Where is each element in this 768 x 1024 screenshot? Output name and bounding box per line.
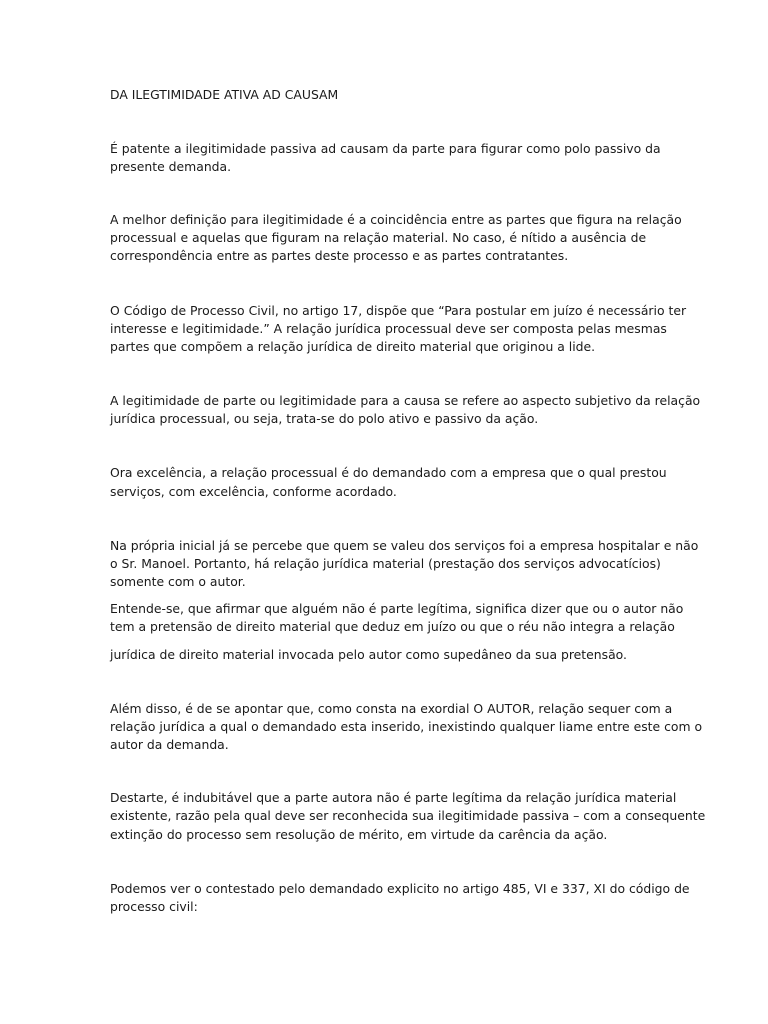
- paragraph-line: jurídica processual, ou seja, trata-se do polo ativo e passivo da ação.: [110, 411, 539, 426]
- paragraph-line: existente, razão pela qual deve ser reconhecida sua ilegitimidade passiva – com a consequente: [110, 808, 706, 823]
- paragraph-line: Na própria inicial já se percebe que quem se valeu dos serviços foi a empresa hospitalar e não: [110, 538, 699, 553]
- paragraph-line: somente com o autor.: [110, 574, 246, 589]
- paragraph-line: interesse e legitimidade.” A relação jurídica processual deve ser composta pelas mesmas: [110, 321, 667, 336]
- paragraph-line: Além disso, é de se apontar que, como consta na exordial O AUTOR, relação sequer com a: [110, 701, 673, 716]
- paragraph-line: serviços, com excelência, conforme acordado.: [110, 484, 397, 499]
- paragraph-line: partes que compõem a relação jurídica de direito material que originou a lide.: [110, 339, 596, 354]
- paragraph-line: O Código de Processo Civil, no artigo 17, dispõe que “Para postular em juízo é necessário ter: [110, 303, 687, 318]
- paragraph-line: É patente a ilegitimidade passiva ad causam da parte para figurar como polo passivo da: [110, 141, 661, 156]
- paragraph-line: A melhor definição para ilegitimidade é a coincidência entre as partes que figura na relação: [110, 212, 682, 227]
- paragraph-line: o Sr. Manoel. Portanto, há relação jurídica material (prestação dos serviços advocatícios): [110, 556, 661, 571]
- paragraph-line: Ora excelência, a relação processual é do demandado com a empresa que o qual prestou: [110, 465, 667, 480]
- document-heading: DA ILEGTIMIDADE ATIVA AD CAUSAM: [110, 87, 339, 102]
- paragraph-line: processo civil:: [110, 899, 198, 914]
- paragraph-line: extinção do processo sem resolução de mérito, em virtude da carência da ação.: [110, 827, 608, 842]
- paragraph-line: Destarte, é indubitável que a parte autora não é parte legítima da relação jurídica material: [110, 790, 677, 805]
- paragraph-line: autor da demanda.: [110, 737, 229, 752]
- paragraph-line: processual e aquelas que figuram na relação material. No caso, é nítido a ausência de: [110, 230, 647, 245]
- paragraph-line: relação jurídica a qual o demandado esta inserido, inexistindo qualquer liame entre este com o: [110, 719, 703, 734]
- paragraph-line: correspondência entre as partes deste processo e as partes contratantes.: [110, 248, 569, 263]
- paragraph-line: Podemos ver o contestado pelo demandado explicito no artigo 485, VI e 337, XI do código de: [110, 881, 690, 896]
- paragraph-line: jurídica de direito material invocada pelo autor como supedâneo da sua pretensão.: [110, 647, 627, 662]
- paragraph-line: A legitimidade de parte ou legitimidade para a causa se refere ao aspecto subjetivo da relação: [110, 393, 701, 408]
- paragraph-line: presente demanda.: [110, 159, 232, 174]
- paragraph-line: Entende-se, que afirmar que alguém não é parte legítima, significa dizer que ou o autor não: [110, 601, 684, 616]
- paragraph-line: tem a pretensão de direito material que deduz em juízo ou que o réu não integra a relação: [110, 619, 675, 634]
